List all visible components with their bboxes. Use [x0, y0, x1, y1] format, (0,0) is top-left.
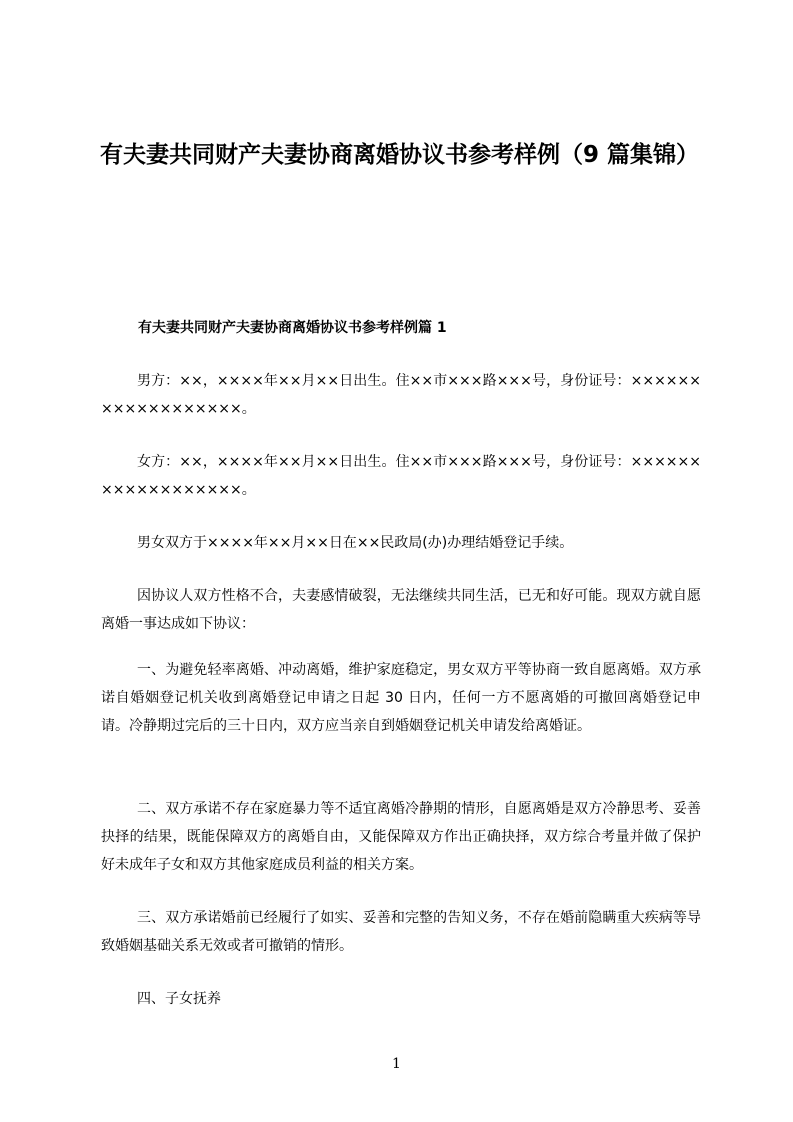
paragraph-divorce-reason: 因协议人双方性格不合，夫妻感情破裂，无法继续共同生活，已无和好可能。现双方就自愿离婚一事达成如下协议： — [101, 588, 701, 632]
paragraph-husband-info: 男方：××，××××年××月××日出生。住××市×××路×××号，身份证号：××××××××××××××××××。 — [101, 373, 701, 417]
paragraph-clause-1: 一、为避免轻率离婚、冲动离婚，维护家庭稳定，男女双方平等协商一致自愿离婚。双方承诺自婚姻登记机关收到离婚登记申请之日起 30 日内，任何一方不愿离婚的可撤回离婚登记申请。冷静期过完后的三十日内，双方应当亲自到婚姻登记机关申请发给离婚证。 — [101, 662, 701, 734]
paragraph-marriage-registration: 男女双方于××××年××月××日在××民政局(办)办理结婚登记手续。 — [137, 535, 574, 551]
section-heading: 有夫妻共同财产夫妻协商离婚协议书参考样例篇 1 — [138, 320, 447, 336]
paragraph-wife-info: 女方：××，××××年××月××日出生。住××市×××路×××号，身份证号：××××××××××××××××××。 — [101, 454, 701, 498]
page-number: 1 — [392, 1056, 401, 1072]
paragraph-clause-3: 三、双方承诺婚前已经履行了如实、妥善和完整的告知义务，不存在婚前隐瞒重大疾病等导致婚姻基础关系无效或者可撤销的情形。 — [101, 910, 701, 954]
paragraph-clause-4-heading: 四、子女抚养 — [137, 991, 221, 1007]
document-title: 有夫妻共同财产夫妻协商离婚协议书参考样例（9 篇集锦） — [100, 142, 700, 168]
paragraph-clause-2: 二、双方承诺不存在家庭暴力等不适宜离婚冷静期的情形，自愿离婚是双方冷静思考、妥善抉择的结果，既能保障双方的离婚自由，又能保障双方作出正确抉择，双方综合考量并做了保护好未成年子女和双方其他家庭成员利益的相关方案。 — [101, 801, 701, 873]
